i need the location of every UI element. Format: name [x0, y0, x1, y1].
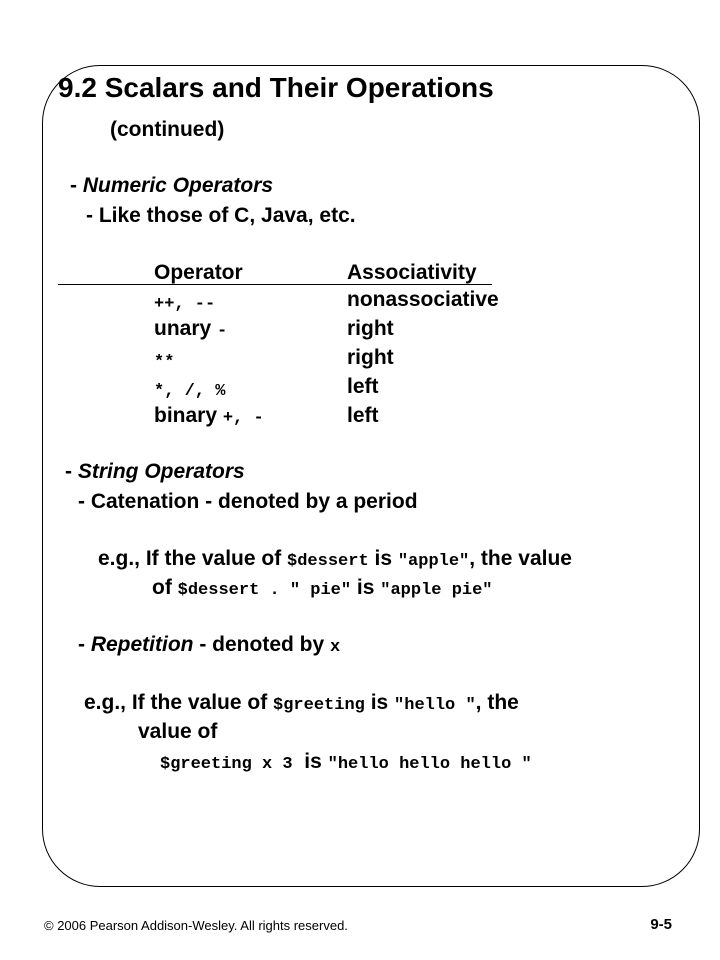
table-header-associativity: Associativity: [347, 261, 477, 284]
dash: -: [70, 174, 83, 197]
example-2-line-1: e.g., If the value of $greeting is "hello ", the: [84, 691, 519, 715]
numeric-operators-heading: [70, 174, 273, 198]
operator-code: **: [154, 353, 175, 372]
operator-text: binary: [154, 404, 223, 427]
table-row-op: [154, 317, 227, 341]
repetition-line: - Repetition - denoted by x: [78, 633, 341, 657]
example-1-line-2: of $dessert . " pie" is "apple pie": [152, 576, 493, 600]
example-1-line-1: e.g., If the value of $dessert is "apple", the value: [98, 547, 572, 571]
string-operators-heading: [65, 460, 245, 484]
table-row-assoc: right: [347, 346, 394, 369]
table-row-assoc: left: [347, 375, 379, 398]
operator-code: *, /, %: [154, 382, 226, 401]
table-header-rule: [58, 284, 492, 285]
table-row-op: [154, 348, 174, 372]
example-2-line-2: value of: [138, 720, 218, 743]
example-2-line-3: $greeting x 3 is "hello hello hello ": [160, 750, 532, 774]
table-row-assoc: left: [347, 404, 379, 427]
copyright-notice: © 2006 Pearson Addison-Wesley. All rights reserved.: [44, 918, 348, 933]
operator-text: unary: [154, 317, 218, 340]
operator-code: +, -: [222, 409, 264, 428]
table-header-operator: Operator: [154, 261, 243, 284]
table-row-op: [154, 290, 215, 314]
operator-code: ++, --: [154, 295, 216, 314]
table-row-op: [154, 404, 264, 428]
operator-code: -: [217, 322, 228, 341]
table-row-op: [154, 377, 225, 401]
catenation-line: - Catenation - denoted by a period: [78, 490, 418, 513]
string-operators-label: String Operators: [77, 460, 245, 483]
slide-title: 9.2 Scalars and Their Operations: [58, 72, 494, 103]
table-row-assoc: nonassociative: [347, 288, 499, 311]
numeric-like-line: - Like those of C, Java, etc.: [86, 204, 356, 227]
page-number: 9-5: [650, 916, 672, 933]
dash: -: [65, 460, 78, 483]
numeric-operators-label: Numeric Operators: [82, 174, 274, 197]
slide-subtitle: (continued): [110, 118, 225, 141]
table-row-assoc: right: [347, 317, 394, 340]
